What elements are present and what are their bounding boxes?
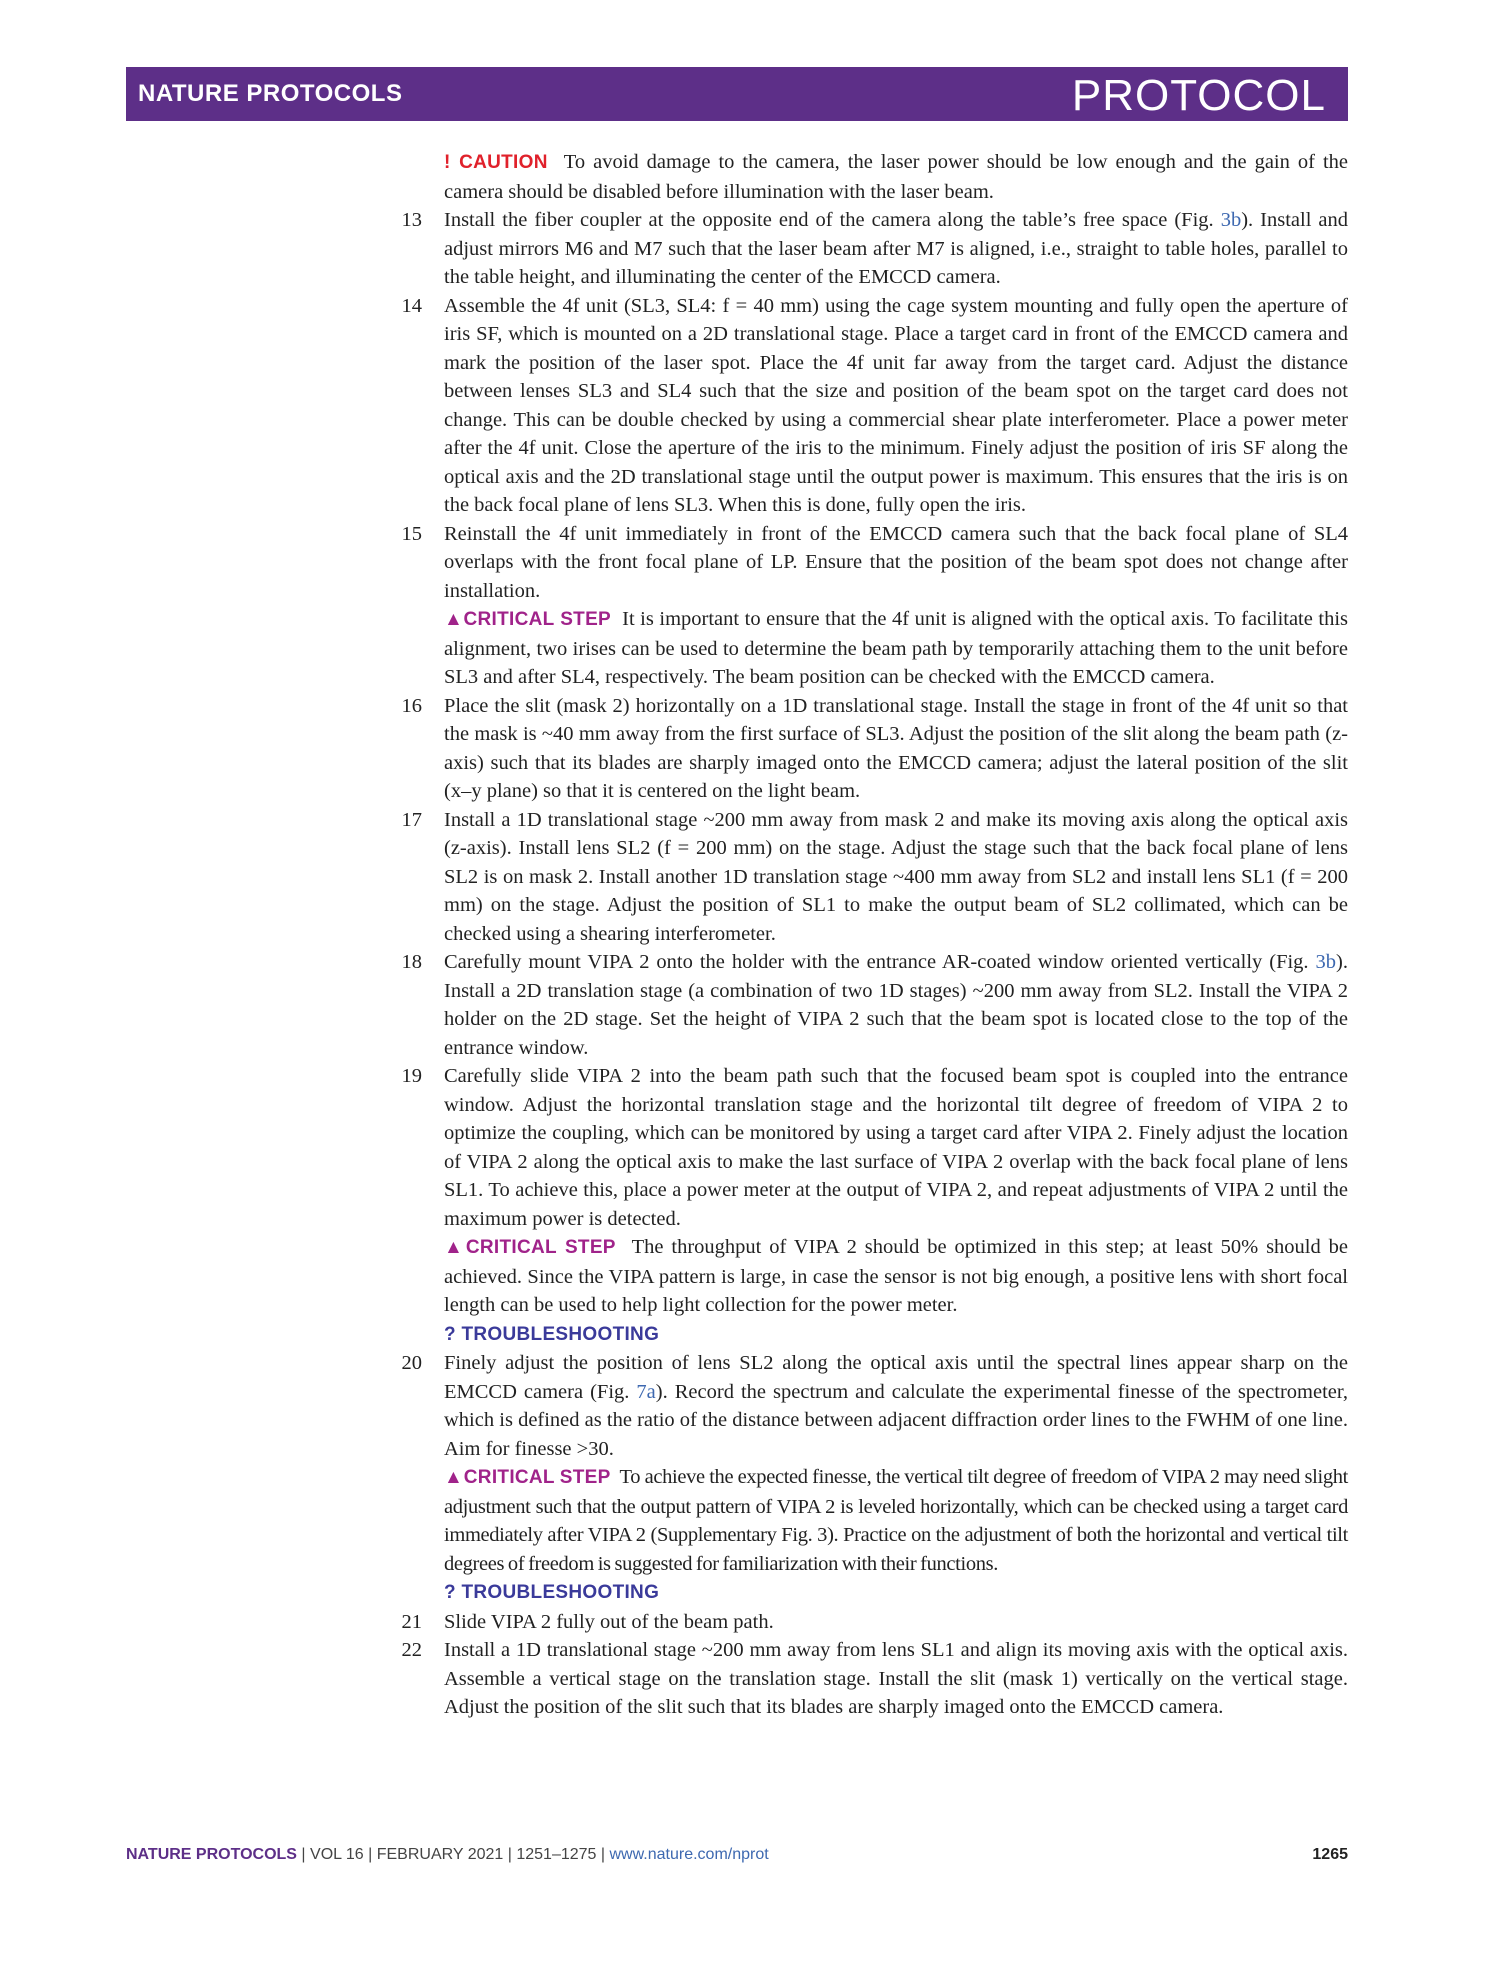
journal-banner (126, 67, 1348, 121)
troubleshooting-20 (380, 1578, 1348, 1608)
caution-note (380, 148, 1348, 206)
step-17 (380, 806, 1348, 949)
step-text: Carefully slide VIPA 2 into the beam path such that the focused beam spot is coupled into the entrance window. Adjust the horizontal translation stage and the horizontal tilt degree of freedom of VIPA 2 to optimize the coupling, which can be monitored by using a target card after VIPA 2. Finely adjust the location of VIPA 2 along the optical axis to make the last surface of VIPA 2 overlap with the back focal plane of lens SL1. To achieve this, place a power meter at the output of VIPA 2, and repeat adjustments of VIPA 2 until the maximum power is detected. (444, 1065, 1348, 1230)
troubleshooting-link[interactable]: ? TROUBLESHOOTING (444, 1582, 660, 1603)
footer-citation (126, 1846, 769, 1864)
step-text: Carefully mount VIPA 2 onto the holder with the entrance AR-coated window oriented vertically (Fig. (444, 951, 1316, 973)
page-number: 1265 (1312, 1846, 1348, 1863)
step-18 (380, 948, 1348, 1062)
step-number: 17 (401, 808, 422, 831)
critical-step-15 (380, 605, 1348, 692)
figure-link[interactable]: 3b (1315, 951, 1337, 973)
step-number: 21 (401, 1610, 422, 1633)
figure-link[interactable]: 3b (1220, 209, 1242, 231)
step-text: Install the fiber coupler at the opposite end of the camera along the table’s free space (Fig. (444, 209, 1221, 231)
page-footer (126, 1846, 1348, 1870)
step-text: Reinstall the 4f unit immediately in front of the EMCCD camera such that the back focal plane of SL4 overlaps with the front focal plane of LP. Ensure that the position of the beam spot does not change after installation. (444, 522, 1348, 602)
critical-step-text: The throughput of VIPA 2 should be optimized in this step; at least 50% should be achieved. Since the VIPA pattern is large, in case the sensor is not big enough, a positive lens with short focal length can be used to help light collection for the power meter. (444, 1236, 1348, 1316)
protocol-steps (380, 148, 1348, 1722)
step-15 (380, 520, 1348, 606)
footer-url-link[interactable]: www.nature.com/nprot (609, 1846, 769, 1863)
step-number: 18 (401, 951, 422, 973)
critical-step-label: ▲CRITICAL STEP (444, 1467, 611, 1488)
critical-step-label: ▲CRITICAL STEP (444, 609, 612, 630)
step-text: Install a 1D translational stage ~200 mm away from lens SL1 and align its moving axis with the optical axis. Assemble a vertical stage on the translation stage. Install the slit (mask 1) vertically on the vertical stage. Adjust the position of the slit such that its blades are sharply imaged onto the EMCCD camera. (444, 1639, 1348, 1718)
step-number: 13 (401, 209, 422, 231)
step-20 (380, 1349, 1348, 1463)
step-16 (380, 692, 1348, 806)
step-number: 22 (401, 1639, 422, 1661)
step-number: 16 (401, 694, 422, 717)
step-text: Install a 1D translational stage ~200 mm away from mask 2 and make its moving axis along the optical axis (z-axis). Install lens SL2 (f = 200 mm) on the stage. Adjust the stage such that the back focal plane of lens SL2 is on mask 2. Install another 1D translation stage ~400 mm away from SL2 and install lens SL1 (f = 200 mm) on the stage. Adjust the position of SL1 to make the output beam of SL2 collimated, which can be checked using a shearing interferometer. (444, 808, 1348, 945)
critical-step-text: To achieve the expected finesse, the vertical tilt degree of freedom of VIPA 2 may need slight adjustment such that the output pattern of VIPA 2 is leveled horizontally, which can be checked using a target card immediately after VIPA 2 (Supplementary Fig. 3). Practice on the adjustment of both the horizontal and vertical tilt degrees of freedom is suggested for familiarization with their functions. (444, 1466, 1348, 1575)
article-type: PROTOCOL (1071, 71, 1326, 120)
step-text: Finely adjust the position of lens SL2 along the optical axis until the spectral lines appear sharp on the EMCCD camera (Fig. (444, 1352, 1348, 1403)
caution-text: To avoid damage to the camera, the laser power should be low enough and the gain of the camera should be disabled before illumination with the laser beam. (444, 151, 1349, 203)
step-text: Place the slit (mask 2) horizontally on a 1D translational stage. Install the stage in front of the 4f unit so that the mask is ~40 mm away from the first surface of SL3. Adjust the position of the slit along the beam path (z-axis) such that its blades are sharply imaged onto the EMCCD camera; adjust the lateral position of the slit (x–y plane) so that it is centered on the light beam. (444, 694, 1348, 802)
caution-label: ! CAUTION (444, 152, 548, 173)
troubleshooting-link[interactable]: ? TROUBLESHOOTING (444, 1323, 660, 1345)
step-14 (380, 292, 1348, 520)
step-19 (380, 1062, 1348, 1233)
step-text: ). Record the spectrum and calculate the experimental finesse of the spectrometer, which is defined as the ratio of the distance between adjacent diffraction order lines to the FWHM of one line. Aim for finesse >30. (444, 1380, 1348, 1460)
critical-step-text: It is important to ensure that the 4f unit is aligned with the optical axis. To facilitate this alignment, two irises can be used to determine the beam path by temporarily attaching them to the unit before SL3 and after SL4, respectively. The beam position can be checked with the EMCCD camera. (444, 608, 1349, 688)
journal-name: NATURE PROTOCOLS (138, 80, 403, 107)
figure-link[interactable]: 7a (636, 1380, 656, 1403)
step-text: Assemble the 4f unit (SL3, SL4: f = 40 mm) using the cage system mounting and fully open the aperture of iris SF, which is mounted on a 2D translational stage. Place a target card in front of the EMCCD camera and mark the position of the laser spot. Place the 4f unit far away from the target card. Adjust the distance between lenses SL3 and SL4 such that the size and position of the beam spot on the target card does not change. This can be double checked by using a commercial shear plate interferometer. Place a power meter after the 4f unit. Close the aperture of the iris to the minimum. Finely adjust the position of iris SF along the optical axis and the 2D translational stage until the output power is maximum. This ensures that the iris is on the back focal plane of lens SL3. When this is done, fully open the iris. (444, 294, 1348, 516)
step-21 (380, 1608, 1348, 1637)
step-text: ). Install and adjust mirrors M6 and M7 such that the laser beam after M7 is aligned, i.e., straight to table holes, parallel to the table height, and illuminating the center of the EMCCD camera. (444, 209, 1349, 288)
step-number: 14 (401, 294, 422, 317)
step-number: 19 (401, 1065, 422, 1087)
critical-step-19 (380, 1233, 1348, 1320)
step-text: ). Install a 2D translation stage (a combination of two 1D stages) ~200 mm away from SL2. Install the VIPA 2 holder on the 2D stage. Set the height of VIPA 2 such that the beam spot is located close to the top of the entrance window. (444, 951, 1348, 1059)
footer-details: | VOL 16 | FEBRUARY 2021 | 1251–1275 | (296, 1846, 610, 1863)
step-number: 20 (401, 1352, 422, 1374)
step-13 (380, 206, 1348, 292)
troubleshooting-19 (380, 1320, 1348, 1350)
footer-journal: NATURE PROTOCOLS (126, 1846, 297, 1863)
step-22 (380, 1636, 1348, 1722)
critical-step-label: ▲CRITICAL STEP (444, 1237, 616, 1258)
critical-step-20 (380, 1463, 1348, 1578)
step-text: Slide VIPA 2 fully out of the beam path. (444, 1610, 774, 1633)
step-number: 15 (401, 522, 422, 545)
